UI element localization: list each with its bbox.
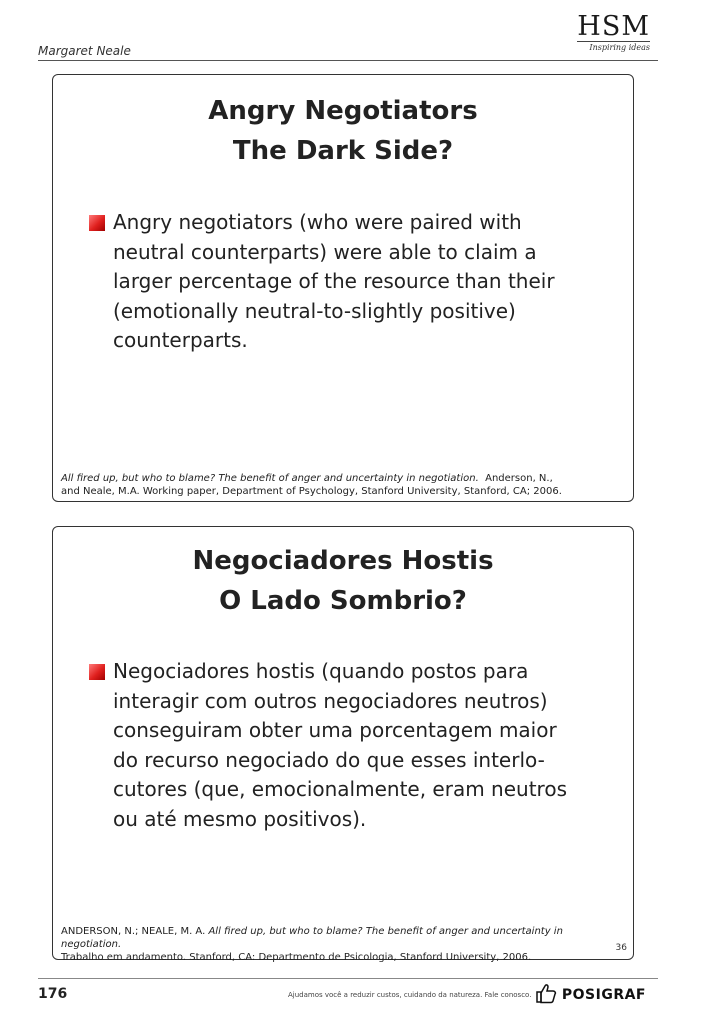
bullet-line: neutral counterparts) were able to claim a [113,239,537,264]
slide-title [53,91,633,171]
slide-reference [61,925,623,964]
footer-divider [38,978,658,979]
slide-title [53,541,633,621]
bullet-text [113,208,583,356]
reference-line [61,925,623,951]
reference-authors: Anderson, N., [485,473,553,484]
footer-note: Ajudamos você a reduzir custos, cuidando da natureza. Fale conosco. [288,991,532,999]
slide-english [52,74,634,502]
slide-subtitle-line: O Lado Sombrio? [219,586,467,616]
reference-line: and Neale, M.A. Working paper, Department of Psychology, Stanford University, Stanford, CA; 2006. [61,486,562,497]
page-number: 176 [38,986,68,1002]
slide-portuguese [52,526,634,963]
bullet-line: (emotionally neutral-to-slightly positive) [113,298,516,323]
slide-subtitle-line: The Dark Side? [232,136,454,166]
thumbs-up-icon [534,982,558,1008]
bullet-line: do recurso negociado do que esses interlo- [113,747,545,772]
reference-line [61,472,623,485]
bullet-line: Angry negotiators (who were paired with [113,210,522,234]
bullet-text [113,657,583,834]
bullet-line: cutores (que, emocionalmente, eram neutros [113,777,567,801]
bullet-point [89,657,613,834]
reference-title: All fired up, but who to blame? The benefit of anger and uncertainty in negotiation. [61,926,563,950]
bullet-line: Negociadores hostis (quando postos para [113,659,529,683]
bullet-line: ou até mesmo positivos). [113,806,367,831]
reference-line: Trabalho em andamento. Stanford, CA: Departmento de Psicologia, Stanford University, 2006. [61,952,532,963]
reference-title: All fired up, but who to blame? The benefit of anger and uncertainty in negotiation. [61,473,479,484]
header-divider [38,60,658,61]
posigraf-logo [534,982,646,1008]
bullet-line: larger percentage of the resource than their [113,269,555,293]
red-square-bullet-icon [89,664,105,680]
bullet-line: interagir com outros negociadores neutros) [113,688,548,713]
author-name: Margaret Neale [38,44,131,58]
slide-title-line: Negociadores Hostis [192,546,494,576]
bullet-line: counterparts. [113,328,248,352]
reference-authors: ANDERSON, N.; NEALE, M. A. [61,926,206,937]
bullet-line: conseguiram obter uma porcentagem maior [113,718,557,742]
posigraf-text: POSIGRAF [561,987,646,1003]
slide-title-line: Angry Negotiators [208,96,478,126]
slide-reference [61,472,623,498]
hsm-logo-tagline: Inspiring ideas [577,41,650,52]
red-square-bullet-icon [89,215,105,231]
hsm-logo [577,11,650,52]
bullet-point [89,208,613,356]
slide-number: 36 [615,943,627,953]
hsm-logo-text: HSM [577,11,650,42]
